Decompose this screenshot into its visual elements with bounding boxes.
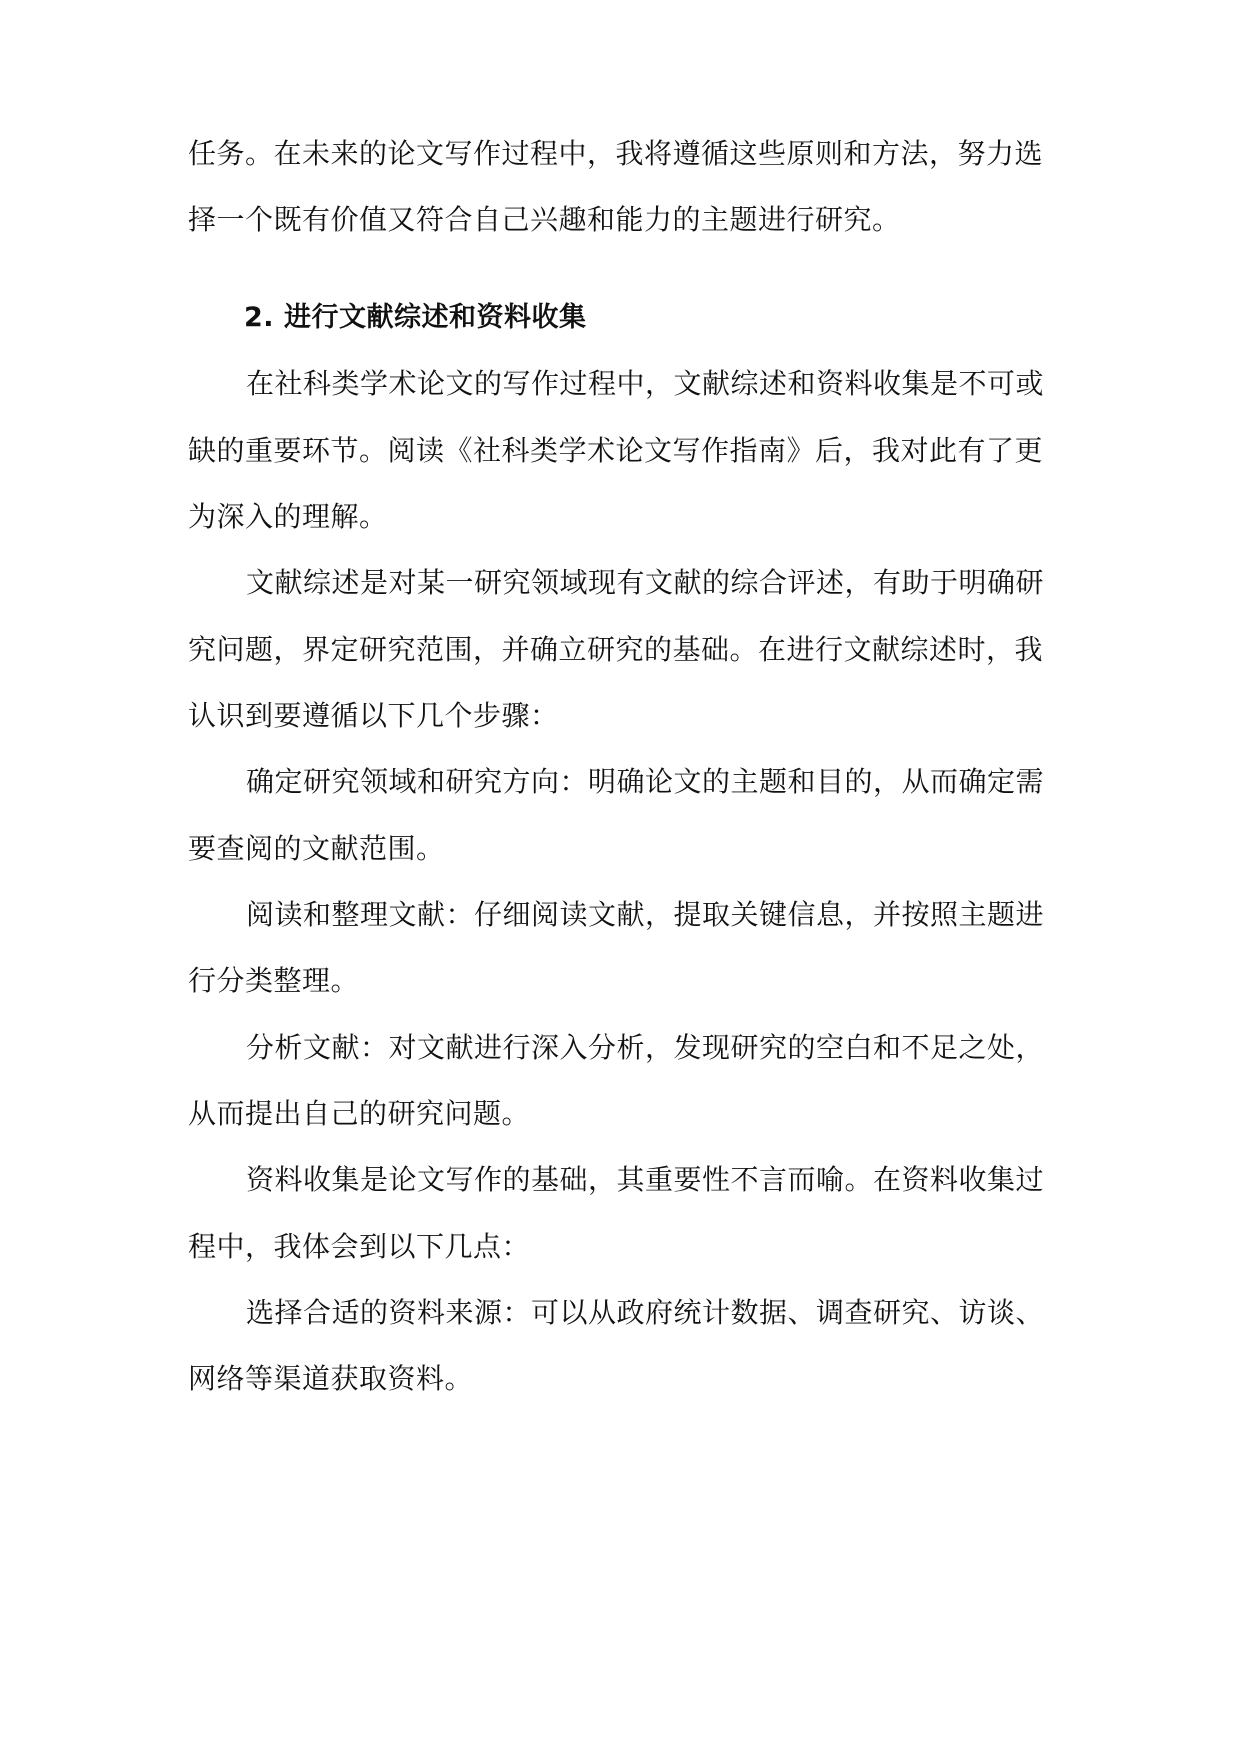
text-line: 认识到要遵循以下几个步骤： [188,699,559,732]
text-line: 分析文献：对文献进行深入分析，发现研究的空白和不足之处， [246,1031,1045,1064]
text-line: 网络等渠道获取资料。 [188,1362,474,1395]
text-line: 缺的重要环节。阅读《社科类学术论文写作指南》后，我对此有了更 [188,434,1044,467]
text-line: 在社科类学术论文的写作过程中，文献综述和资料收集是不可或 [246,367,1045,400]
text-line: 选择合适的资料来源：可以从政府统计数据、调查研究、访谈、 [246,1296,1045,1329]
text-line: 确定研究领域和研究方向：明确论文的主题和目的，从而确定需 [246,765,1045,798]
text-line: 程中，我体会到以下几点： [188,1230,531,1263]
text-line: 行分类整理。 [188,964,360,997]
text-line: 从而提出自己的研究问题。 [188,1097,531,1130]
section-heading: 2. 进行文献综述和资料收集 [244,302,587,333]
text-line: 任务。在未来的论文写作过程中，我将遵循这些原则和方法，努力选 [188,137,1044,170]
text-line: 文献综述是对某一研究领域现有文献的综合评述，有助于明确研 [246,566,1045,599]
text-line: 为深入的理解。 [188,500,388,533]
text-line: 资料收集是论文写作的基础，其重要性不言而喻。在资料收集过 [246,1163,1045,1196]
text-line: 择一个既有价值又符合自己兴趣和能力的主题进行研究。 [188,203,901,236]
text-line: 阅读和整理文献：仔细阅读文献，提取关键信息，并按照主题进 [246,898,1045,931]
text-line: 究问题，界定研究范围，并确立研究的基础。在进行文献综述时，我 [188,633,1044,666]
text-line: 要查阅的文献范围。 [188,832,445,865]
